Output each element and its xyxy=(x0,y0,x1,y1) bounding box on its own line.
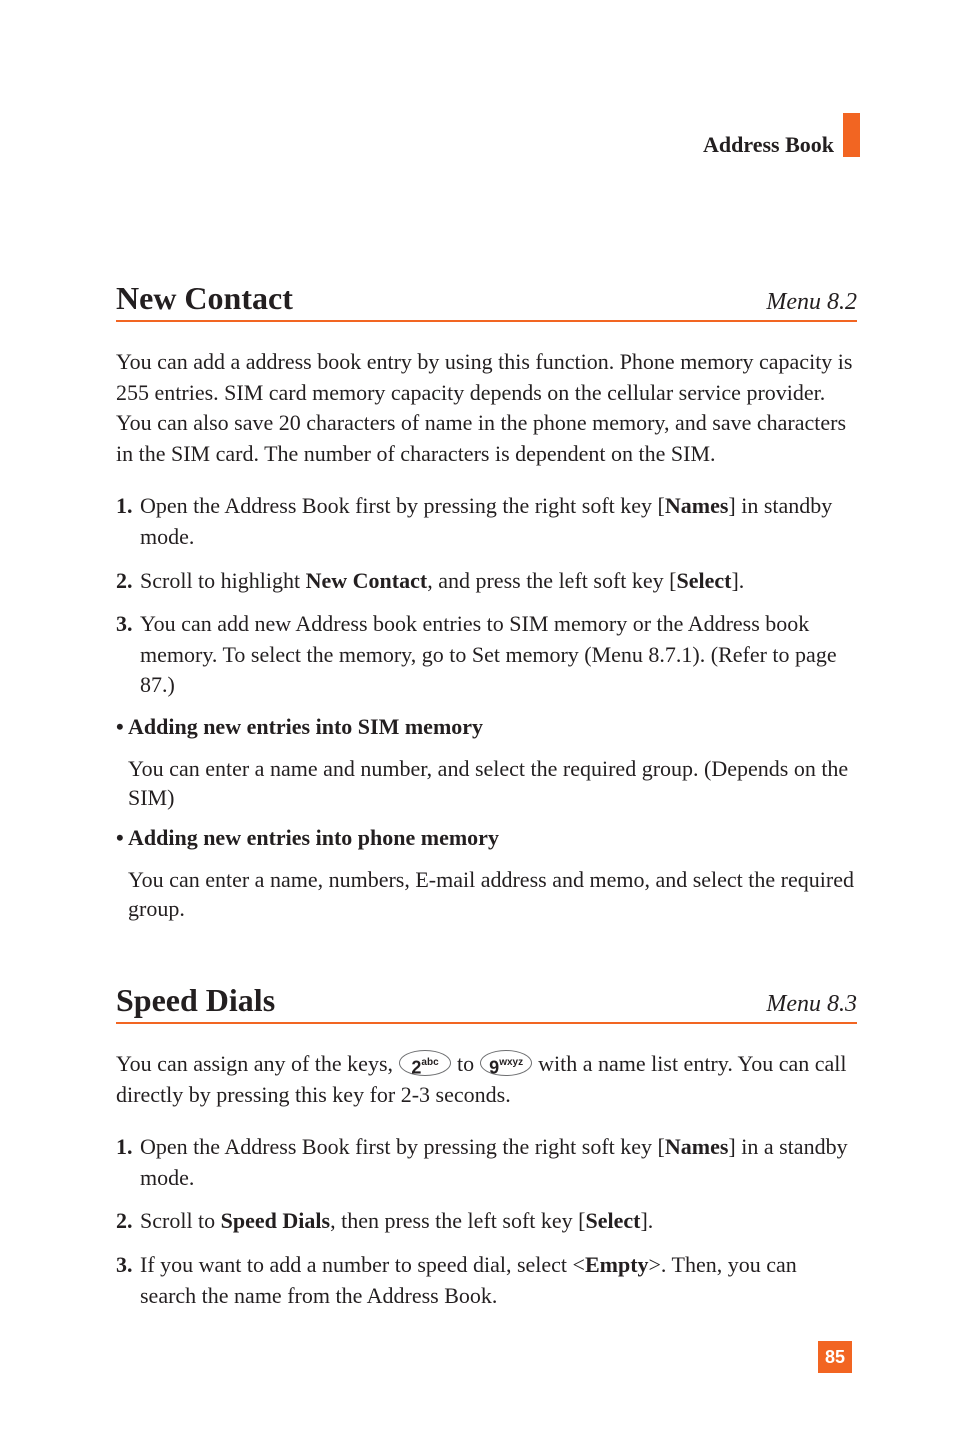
step-text: ] in a standby mode. xyxy=(140,1134,848,1190)
key-2abc-icon: $2^{abc}$ xyxy=(399,1050,451,1076)
step-key-label: Names xyxy=(664,1134,729,1160)
speed-dials-step-3 xyxy=(116,1250,857,1311)
new-contact-step-1 xyxy=(116,491,857,552)
speed-dials-step-2 xyxy=(116,1206,857,1237)
step-text: , then press the left soft key [ xyxy=(330,1208,586,1234)
step-text: You can add new Address book entries to SIM memory or the Address book memory. To select the memory, go to Set memory (Menu 8.7.1). (Refer to page 87.) xyxy=(140,611,837,698)
step-number: 3. xyxy=(116,611,133,637)
new-contact-intro: You can add a address book entry by using this function. Phone memory capacity is 255 entries. SIM card memory capacity depends on the cellular service provider. You can also save 20 characters of name in the phone memory, and save characters in the SIM card. The number of characters is dependent on the SIM. xyxy=(116,349,853,466)
speed-dials-intro xyxy=(116,1049,857,1110)
intro-text: with a name list entry. You can call directly by pressing this key for 2-3 seconds. xyxy=(116,1051,847,1107)
step-text: Open the Address Book first by pressing the right soft key [ xyxy=(140,493,665,519)
speed-dials-menu-ref: Menu 8.3 xyxy=(766,991,857,1017)
speed-dials-section xyxy=(116,982,857,1024)
step-text: Open the Address Book first by pressing the right soft key [ xyxy=(140,1134,665,1160)
step-number: 3. xyxy=(116,1251,133,1277)
header-tab-marker xyxy=(843,113,860,157)
step-key-label: Select xyxy=(585,1208,641,1234)
key-9wxyz-icon: $9^{wxyz}$ xyxy=(480,1050,532,1076)
step-key-label: Select xyxy=(676,567,732,593)
page-number: 85 xyxy=(818,1341,852,1373)
sim-memory-heading: • Adding new entries into SIM memory xyxy=(116,713,484,739)
step-number: 2. xyxy=(116,1208,133,1234)
speed-dials-heading xyxy=(116,982,857,1024)
step-text: ]. xyxy=(731,567,745,593)
new-contact-step-3 xyxy=(116,609,857,701)
phone-memory-text: You can enter a name, numbers, E-mail address and memo, and select the required group. xyxy=(128,866,854,921)
step-number: 2. xyxy=(116,567,133,593)
step-text: , and press the left soft key [ xyxy=(427,567,677,593)
phone-memory-heading: • Adding new entries into phone memory xyxy=(116,824,499,850)
step-number: 1. xyxy=(116,1134,133,1160)
step-text: If you want to add a number to speed dial, select < xyxy=(140,1251,585,1277)
step-menu-label: Speed Dials xyxy=(220,1208,331,1234)
intro-text: You can assign any of the keys, xyxy=(116,1051,394,1076)
new-contact-heading xyxy=(116,280,857,322)
step-text: Scroll to highlight xyxy=(140,567,306,593)
step-key-label: Names xyxy=(664,493,729,519)
new-contact-menu-ref: Menu 8.2 xyxy=(766,289,857,315)
step-option-label: Empty xyxy=(584,1251,649,1277)
step-text: Scroll to xyxy=(140,1208,221,1234)
speed-dials-step-1 xyxy=(116,1132,857,1193)
new-contact-section xyxy=(116,280,857,322)
new-contact-title: New Contact xyxy=(116,280,293,316)
speed-dials-title: Speed Dials xyxy=(116,982,276,1018)
running-header: Address Book xyxy=(702,132,834,157)
step-number: 1. xyxy=(116,493,133,519)
speed-dials-body xyxy=(116,1049,857,1311)
step-text: ]. xyxy=(640,1208,654,1234)
step-text: ] in standby mode. xyxy=(140,493,833,549)
step-text: >. Then, you can search the name from the Address Book. xyxy=(140,1251,797,1308)
new-contact-body xyxy=(116,347,857,923)
new-contact-step-2 xyxy=(116,566,857,597)
intro-text: to xyxy=(457,1051,475,1076)
sim-memory-text: You can enter a name and number, and select the required group. (Depends on the SIM) xyxy=(128,755,849,810)
step-menu-label: New Contact xyxy=(305,567,428,593)
